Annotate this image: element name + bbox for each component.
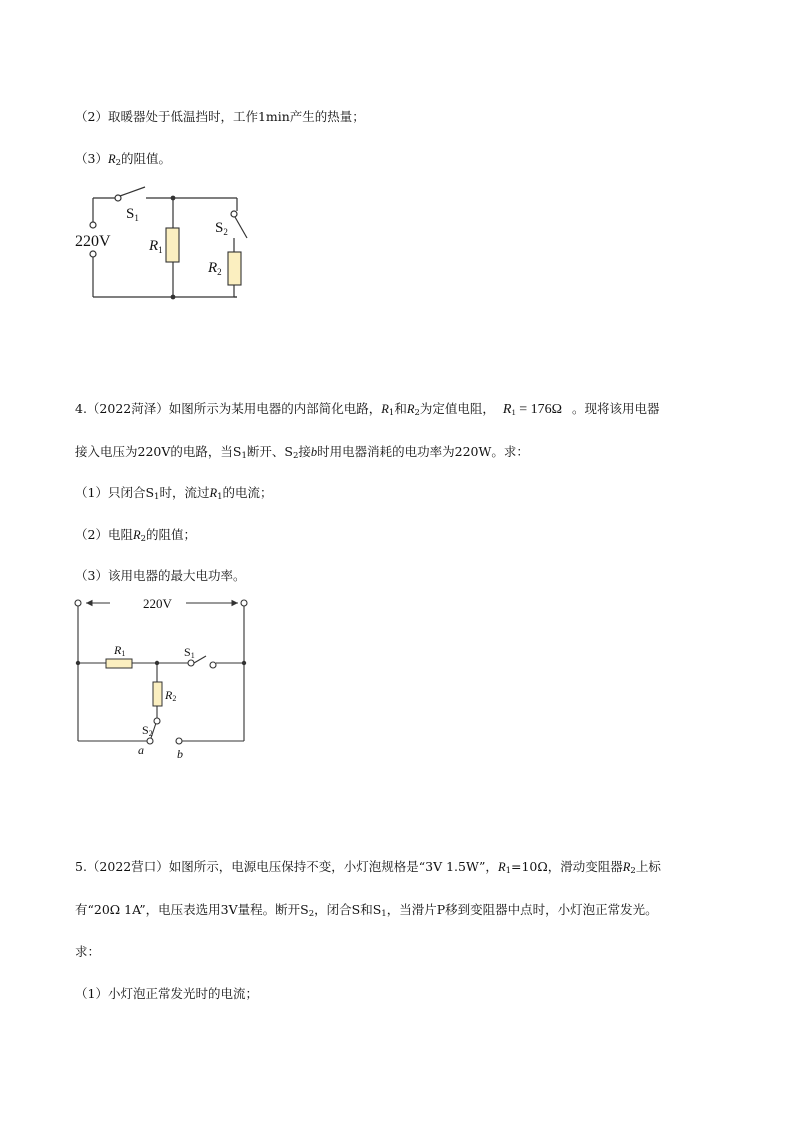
q5-line1-b: =10Ω，滑动变阻器 [511, 859, 623, 874]
q3-r2-label: $R_2$ [208, 260, 222, 277]
q5-part1: （1）小灯泡正常发光时的电流； [75, 986, 258, 1001]
q4-r2-label: R2 [165, 688, 177, 703]
q4-part2-r: R [132, 528, 141, 542]
q4-s1-label: S1 [184, 645, 195, 660]
q5-line2 [75, 902, 658, 922]
q3-part3-var: R [107, 152, 116, 166]
q4-r1-sub: 1 [388, 408, 395, 418]
q3-part2: （2）取暖器处于低温挡时，工作1min产生的热量； [75, 109, 365, 124]
q4-line2-c: 接 [298, 444, 311, 459]
q4-line2-d: 时用电器消耗的电功率为220W。求： [317, 444, 529, 459]
q4-a-label: a [138, 743, 144, 757]
q4-voltage-label: 220V [143, 596, 172, 611]
q5-line1-a: 5.（2022营口）如图所示，电源电压保持不变，小灯泡规格是“3V 1.5W”， [75, 859, 498, 874]
q4-s2-label: S2 [142, 723, 153, 738]
q4-part2-b: 的阻值； [146, 527, 197, 542]
q4-part1-rs: 1 [217, 492, 223, 502]
q5-line1-rs: 1 [505, 866, 511, 876]
q4-line2-b: 断开、S [246, 444, 293, 459]
q5-line2-c: ，当滑片P移到变阻器中点时，小灯泡正常发光。 [386, 902, 658, 917]
q4-b-label: b [177, 747, 183, 761]
q5-line1-r2: R [622, 860, 631, 874]
q5-line3: 求： [75, 944, 101, 959]
q4-line2-a: 接入电压为220V的电路，当S [75, 444, 242, 459]
q4-part1-c: 的电流； [222, 485, 273, 500]
q5-line2-s2: 2 [308, 909, 315, 919]
q5-line2-a: 有“20Ω 1A”，电压表选用3V量程。断开S [75, 902, 309, 917]
q5-line1-c: 上标 [635, 859, 661, 874]
q4-line2-s1: 1 [241, 451, 247, 461]
q3-part3-post: 的阻值。 [121, 151, 172, 166]
q4-part3: （3）该用电器的最大电功率。 [75, 568, 246, 583]
q5-line1-r: R [497, 860, 506, 874]
q5-line2-b: ，闭合S和S [314, 902, 382, 917]
q4-formula: $R_1 = 176\Omega$ [502, 402, 563, 417]
q4-part1-b: 时，流过 [159, 485, 210, 500]
q4-r2-var: R [406, 402, 415, 416]
q4-part2-a: （2）电阻 [75, 527, 133, 542]
q4-line2-s2: 2 [292, 451, 299, 461]
q4-line1-b: 和 [394, 401, 407, 416]
q5-line1-r2s: 2 [630, 866, 636, 876]
q4-line2-bvar: b [310, 445, 318, 459]
q4-r1-var: R [381, 402, 389, 416]
q4-line1-a: 4.（2022菏泽）如图所示为某用电器的内部简化电路， [75, 401, 382, 416]
q5-line1 [75, 859, 661, 879]
q5-line2-s1: 1 [381, 909, 387, 919]
q4-line1-c: 为定值电阻， [419, 401, 495, 416]
q4-line1-d: 。现将该用电器 [572, 401, 660, 416]
q4-r1-label: R1 [114, 643, 126, 658]
q4-part1-s: 1 [154, 492, 160, 502]
q3-s1-label: $S_1$ [126, 206, 139, 223]
q4-part2-rs: 2 [140, 534, 147, 544]
q3-voltage-label: 220V [75, 233, 111, 250]
q3-part3-pre: （3） [75, 151, 108, 166]
q3-r1-label: $R_1$ [149, 238, 163, 255]
q4-part1-a: （1）只闭合S [75, 485, 155, 500]
q4-r2-sub: 2 [414, 408, 420, 418]
q3-part3-sub: 2 [115, 158, 122, 168]
q3-s2-label: $S_2$ [215, 220, 228, 237]
q4-part1-r: R [209, 486, 218, 500]
